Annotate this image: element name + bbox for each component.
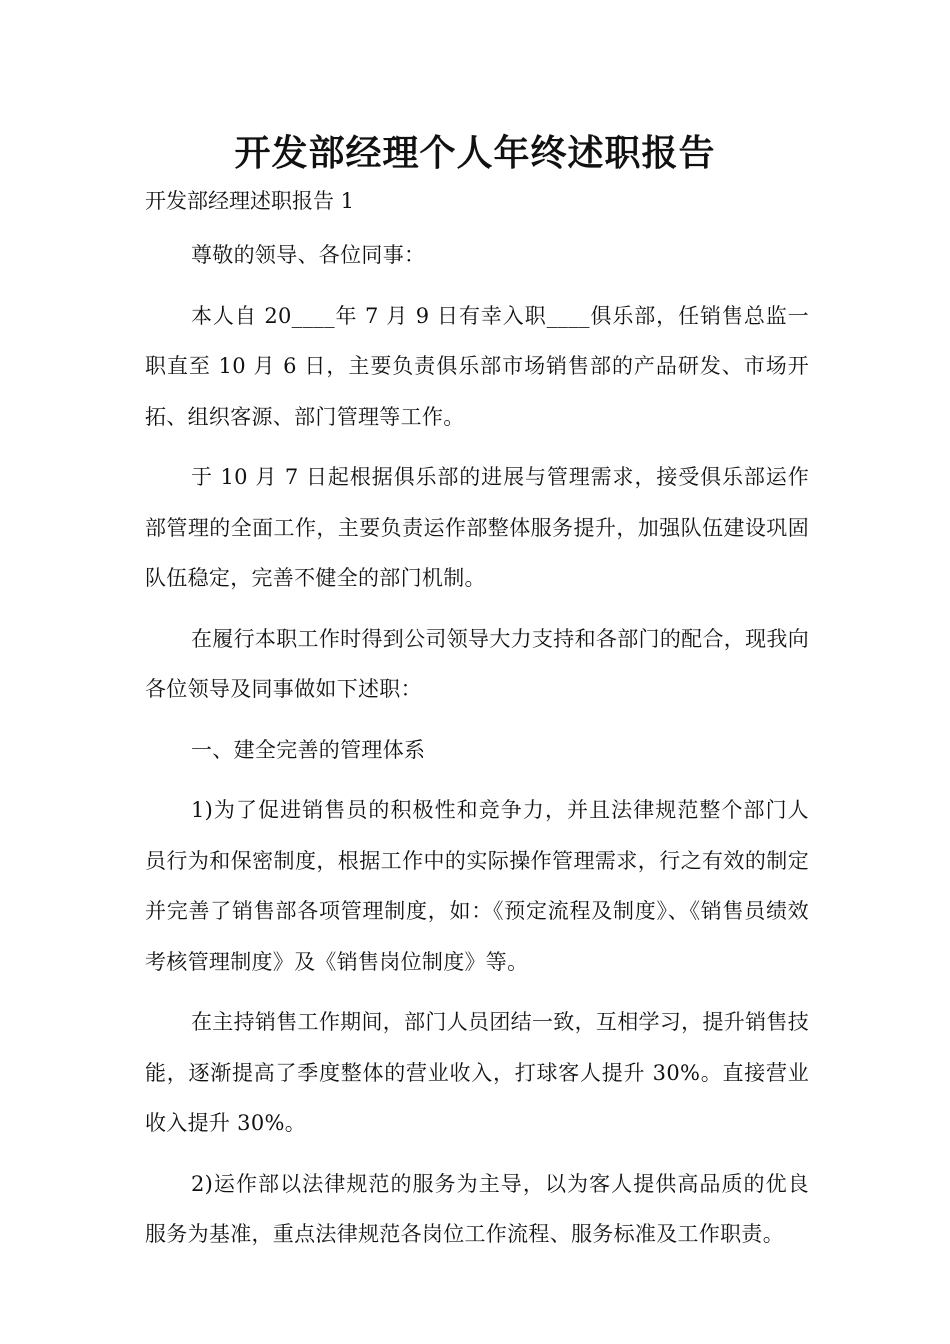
paragraph-item-1: 1)为了促进销售员的积极性和竞争力，并且法律规范整个部门人员行为和保密制度，根据工作中的实际操作管理需求，行之有效的制定并完善了销售部各项管理制度，如：《预定流程及制度》、《销售员绩效考核管理制度》及《销售岗位制度》等。 (145, 798, 809, 974)
paragraph-sales-results: 在主持销售工作期间，部门人员团结一致，互相学习，提升销售技能，逐渐提高了季度整体的营业收入，打球客人提升 30%。直接营业收入提升 30%。 (145, 1010, 809, 1135)
document-title: 开发部经理个人年终述职报告 (234, 132, 716, 174)
paragraph-item-2: 2)运作部以法律规范的服务为主导，以为客人提供高品质的优良服务为基准，重点法律规范各岗位工作流程、服务标准及工作职责。 (145, 1171, 809, 1246)
section-heading-management: 一、建全完善的管理体系 (191, 737, 426, 762)
paragraph-intro: 本人自 20____年 7 月 9 日有幸入职____俱乐部，任销售总监一职直至 10 月 6 日，主要负责俱乐部市场销售部的产品研发、市场开拓、组织客源、部门管理等工作。 (145, 303, 809, 429)
paragraph-role-change: 于 10 月 7 日起根据俱乐部的进展与管理需求，接受俱乐部运作部管理的全面工作，主要负责运作部整体服务提升，加强队伍建设巩固队伍稳定，完善不健全的部门机制。 (145, 465, 809, 590)
paragraph-report-intro: 在履行本职工作时得到公司领导大力支持和各部门的配合，现我向各位领导及同事做如下述职： (145, 626, 809, 701)
document-body (145, 230, 809, 1270)
document-subtitle: 开发部经理述职报告 1 (145, 189, 355, 213)
paragraph-greeting: 尊敬的领导、各位同事： (191, 243, 426, 267)
